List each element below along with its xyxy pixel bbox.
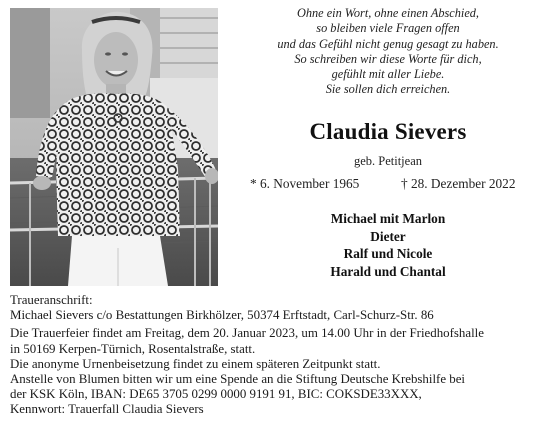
deceased-name: Claudia Sievers [309, 119, 467, 144]
poem-line: und das Gefühl nicht genug gesagt zu haben. [277, 36, 499, 51]
death-date: † 28. Dezember 2022 [401, 176, 516, 191]
notice-details [10, 293, 545, 418]
poem-line: so bleiben viele Fragen offen [316, 21, 460, 36]
mourner-name: Michael mit Marlon [330, 211, 446, 226]
birth-name: geb. Petitjean [353, 154, 423, 168]
poem-line: Ohne ein Wort, ohne einen Abschied, [296, 6, 480, 20]
burial-info: Die anonyme Urnenbeisetzung findet zu einem späteren Zeitpunkt statt. [10, 356, 381, 371]
mourner-name: Ralf und Nicole [343, 246, 433, 261]
birth-date: * 6. November 1965 [250, 176, 360, 191]
address-label: Traueranschrift: [10, 293, 93, 307]
mourning-address: Michael Sievers c/o Bestattungen Birkhölzer, 50374 Erftstadt, Carl-Schurz-Str. 86 [10, 308, 434, 323]
ceremony-info: Die Trauerfeier findet am Freitag, dem 20. Januar 2023, um 14.00 Uhr in der Friedhofshalle [10, 326, 484, 341]
poem-line: gefühlt mit aller Liebe. [331, 67, 445, 82]
donation-info: Kennwort: Trauerfall Claudia Sievers [10, 402, 204, 417]
poem-line: Sie sollen dich erreichen. [325, 82, 451, 97]
ceremony-info: in 50169 Kerpen-Türnich, Rosentalstraße, statt. [10, 341, 256, 356]
mourner-name: Dieter [370, 228, 406, 244]
mourner-name: Harald und Chantal [330, 263, 446, 279]
portrait-photo [10, 8, 218, 286]
mourners-list [238, 210, 538, 280]
donation-info: der KSK Köln, IBAN: DE65 3705 0299 0000 9191 91, BIC: COKSDE33XXX, [10, 387, 422, 402]
poem [238, 6, 538, 98]
poem-line: So schreiben wir diese Worte für dich, [294, 51, 482, 66]
donation-info: Anstelle von Blumen bitten wir um eine Spende an die Stiftung Deutsche Krebshilfe bei [10, 372, 466, 387]
